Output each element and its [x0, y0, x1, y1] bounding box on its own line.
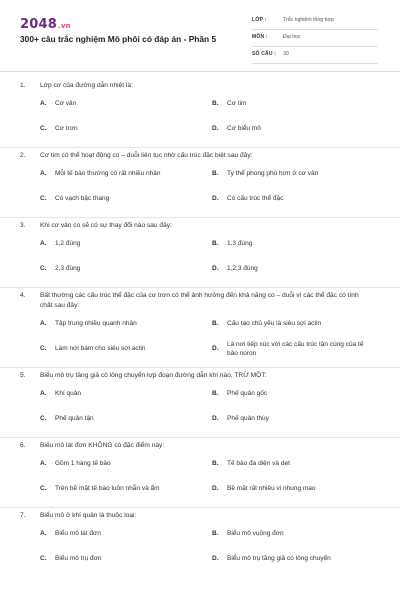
option-text: Cơ tim: [227, 100, 247, 107]
meta-row-count: [252, 47, 378, 64]
option-text: Gồm 1 hàng tế bào: [55, 460, 111, 467]
answer-option[interactable]: [40, 231, 200, 256]
option-text: Phế quản gốc: [227, 390, 268, 397]
option-letter: A.: [40, 100, 47, 107]
logo-suffix: .vn: [57, 22, 71, 30]
page-header: [0, 0, 400, 70]
question-text: Biểu mô ở khí quản là thuộc loại:: [40, 512, 137, 519]
site-logo[interactable]: [20, 17, 71, 32]
option-letter: D.: [212, 195, 219, 202]
question-stem: [20, 368, 372, 381]
answer-option[interactable]: [40, 116, 200, 141]
option-text: Là nơi tiếp xúc với các cấu trúc tận cùng của tế bào noron: [227, 340, 364, 357]
option-text: Có cấu trúc thể đặc: [227, 195, 284, 202]
question-item: [0, 148, 400, 218]
option-text: 1,2 đúng: [55, 240, 81, 247]
option-text: Tập trung nhiều quanh nhân: [55, 320, 137, 327]
answer-option[interactable]: [212, 116, 372, 141]
option-letter: A.: [40, 390, 47, 397]
answer-option[interactable]: [40, 521, 200, 546]
question-text: Cơ tim có thể hoạt động co – duỗi liên tục nhờ cấu trúc đặc biệt sau đây:: [40, 152, 253, 159]
answer-option[interactable]: [40, 256, 200, 281]
answer-option[interactable]: [212, 161, 372, 186]
option-text: Phế quản tận: [55, 415, 94, 422]
answer-option[interactable]: [212, 231, 372, 256]
option-letter: C.: [40, 345, 47, 352]
option-text: 2,3 đúng: [55, 265, 81, 272]
answer-options: [0, 521, 400, 571]
option-text: Cấu tạo chủ yếu là siêu sợi actin: [227, 320, 322, 327]
option-letter: D.: [212, 345, 219, 352]
logo-text: 2048: [20, 17, 57, 32]
meta-label: SỐ CÂU :: [252, 51, 277, 57]
question-stem: [20, 78, 372, 91]
answer-option[interactable]: [212, 521, 372, 546]
option-text: 1,2,3 đúng: [227, 265, 258, 272]
meta-label: MÔN :: [252, 34, 268, 40]
question-number: 7.: [20, 512, 26, 519]
question-item: [0, 288, 400, 368]
question-text: Biểu mô lát đơn KHÔNG có đặc điểm này:: [40, 442, 165, 449]
question-item: [0, 368, 400, 438]
option-text: 1,3 đúng: [227, 240, 253, 247]
option-letter: D.: [212, 125, 219, 132]
option-text: Ty thể phong phú hơn ở cơ vân: [227, 170, 319, 177]
question-stem: [20, 288, 372, 311]
option-letter: B.: [212, 390, 219, 397]
question-list: [0, 78, 400, 571]
question-stem: [20, 148, 372, 161]
option-text: Biểu mô vuông đơn: [227, 530, 284, 537]
option-letter: D.: [212, 265, 219, 272]
answer-option[interactable]: [212, 476, 372, 501]
question-stem: [20, 508, 372, 521]
page-title: 300+ câu trắc nghiệm Mô phôi có đáp án - Phần 5: [20, 34, 217, 44]
option-letter: A.: [40, 460, 47, 467]
option-letter: A.: [40, 170, 47, 177]
question-number: 2.: [20, 152, 26, 159]
answer-option[interactable]: [40, 161, 200, 186]
question-text: Lớp cơ của đường dẫn nhiệt là:: [40, 82, 133, 89]
answer-options: [0, 451, 400, 501]
answer-option[interactable]: [212, 406, 372, 431]
option-text: Khí quản: [55, 390, 82, 397]
option-letter: C.: [40, 265, 47, 272]
question-text: Khi cơ vân co sẽ có sự thay đổi nào sau đây:: [40, 222, 172, 229]
meta-label: LỚP :: [252, 17, 267, 23]
option-text: Biểu mô trụ tầng giả có lông chuyển: [227, 555, 331, 562]
option-text: Làm nơi bám cho siêu sợi actin: [55, 345, 146, 352]
option-letter: C.: [40, 485, 47, 492]
option-letter: A.: [40, 530, 47, 537]
answer-option[interactable]: [40, 311, 200, 336]
option-text: Trên bề mặt tế bào luôn nhẵn và ẩm: [55, 485, 160, 492]
option-letter: A.: [40, 240, 47, 247]
option-letter: D.: [212, 555, 219, 562]
option-letter: C.: [40, 555, 47, 562]
question-stem: [20, 438, 372, 451]
meta-value: Trắc nghiệm tổng hợp: [283, 17, 334, 23]
answer-option[interactable]: [212, 451, 372, 476]
answer-option[interactable]: [40, 381, 200, 406]
question-number: 6.: [20, 442, 26, 449]
answer-option[interactable]: [40, 406, 200, 431]
answer-options: [0, 161, 400, 211]
option-letter: C.: [40, 125, 47, 132]
answer-option[interactable]: [212, 381, 372, 406]
option-letter: B.: [212, 240, 219, 247]
question-item: [0, 438, 400, 508]
answer-option[interactable]: [212, 546, 372, 571]
option-letter: A.: [40, 320, 47, 327]
answer-options: [0, 311, 400, 361]
option-letter: B.: [212, 100, 219, 107]
answer-option[interactable]: [212, 336, 372, 361]
option-letter: B.: [212, 460, 219, 467]
answer-option[interactable]: [212, 311, 372, 336]
answer-option[interactable]: [40, 91, 200, 116]
answer-options: [0, 91, 400, 141]
question-number: 5.: [20, 372, 26, 379]
answer-option[interactable]: [212, 256, 372, 281]
answer-option[interactable]: [212, 186, 372, 211]
question-item: [0, 78, 400, 148]
option-letter: B.: [212, 170, 219, 177]
answer-option[interactable]: [40, 336, 200, 361]
quiz-meta-info: [252, 13, 378, 64]
answer-option[interactable]: [40, 451, 200, 476]
answer-options: [0, 231, 400, 281]
question-number: 3.: [20, 222, 26, 229]
meta-row-subject: [252, 30, 378, 47]
option-letter: C.: [40, 415, 47, 422]
option-text: Cơ biểu mô: [227, 125, 261, 132]
question-stem: [20, 218, 372, 231]
option-text: Có vạch bậc thang: [55, 195, 110, 202]
option-text: Bề mặt rất nhiều vi nhung mao: [227, 485, 316, 492]
option-text: Mỗi tế bào thường có rất nhiều nhân: [55, 170, 161, 177]
option-letter: B.: [212, 320, 219, 327]
option-letter: C.: [40, 195, 47, 202]
option-text: Biểu mô lát đơn: [55, 530, 101, 537]
header-divider: [0, 71, 400, 72]
option-letter: B.: [212, 530, 219, 537]
meta-value: 30: [283, 51, 289, 57]
meta-value: Đại học: [283, 34, 301, 40]
question-number: 1.: [20, 82, 26, 89]
option-letter: D.: [212, 485, 219, 492]
option-text: Tế bào đa diện và dẹt: [227, 460, 290, 467]
option-text: Biểu mô trụ đơn: [55, 555, 102, 562]
option-text: Cơ trơn: [55, 125, 78, 132]
question-item: [0, 508, 400, 571]
meta-row-class: [252, 13, 378, 30]
answer-options: [0, 381, 400, 431]
question-item: [0, 218, 400, 288]
answer-option[interactable]: [40, 546, 200, 571]
question-text: Bất thường các cấu trúc thể đặc của cơ trơn có thể ảnh hưởng đến khả năng co – duỗi vì các thể đặc có tính chất sau đây:: [40, 292, 359, 309]
answer-option[interactable]: [212, 91, 372, 116]
option-letter: D.: [212, 415, 219, 422]
answer-option[interactable]: [40, 476, 200, 501]
option-text: Phế quản thùy: [227, 415, 269, 422]
option-text: Cơ vân: [55, 100, 77, 107]
question-number: 4.: [20, 292, 26, 299]
question-text: Biểu mô trụ tầng giả có lông chuyển lợp đoạn đường dẫn khí nào, TRỪ MỘT:: [40, 372, 267, 379]
answer-option[interactable]: [40, 186, 200, 211]
